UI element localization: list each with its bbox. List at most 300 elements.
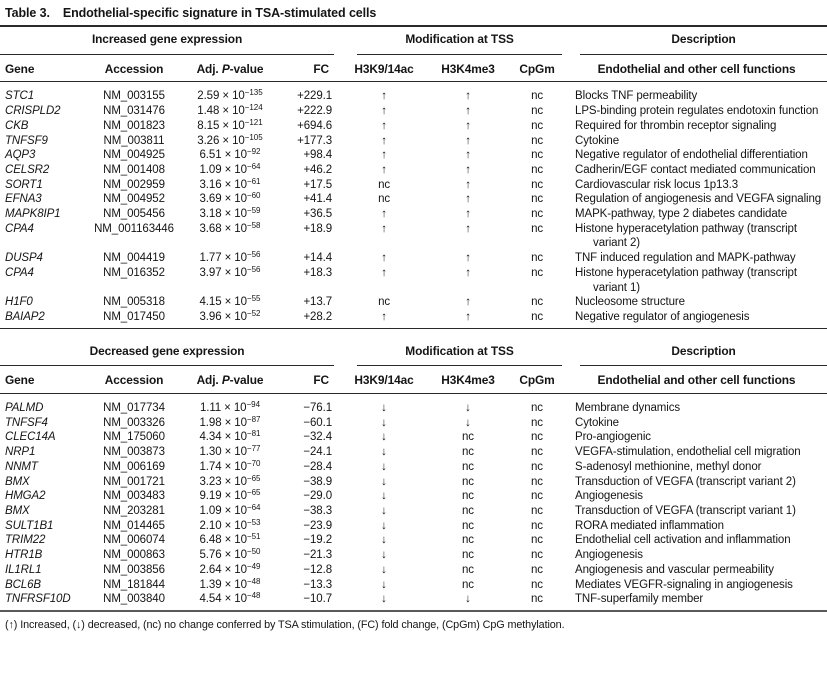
table-row xyxy=(0,430,827,445)
gene-cell: CKB xyxy=(5,119,29,132)
h3k4me3-cell: ↑ xyxy=(465,252,471,265)
cpgm-cell: nc xyxy=(531,178,544,191)
gene-cell: CPA4 xyxy=(5,266,34,279)
fc-cell: +14.4 xyxy=(303,252,333,265)
fc-cell: −23.9 xyxy=(303,519,332,532)
h3k9-14ac-cell: ↑ xyxy=(381,208,387,221)
col-header-h3k4me3: H3K4me3 xyxy=(428,366,508,393)
h3k9-14ac-cell: nc xyxy=(378,296,391,309)
p-cell: $3.68 \times 10^{-58}$ xyxy=(199,220,261,235)
gene-cell: DUSP4 xyxy=(5,252,43,265)
desc-cell: Cytokine xyxy=(575,134,619,147)
desc-cell: Transduction of VEGFA (transcript variant 2) xyxy=(575,475,796,488)
acc-cell: NM_003326 xyxy=(103,416,165,429)
desc-cell: TNF induced regulation and MAPK-pathway xyxy=(575,252,796,265)
desc-cell: RORA mediated inflammation xyxy=(575,519,724,532)
cpgm-cell: nc xyxy=(531,310,544,323)
gene-cell: TNFSF9 xyxy=(5,134,48,147)
table-row xyxy=(0,489,827,504)
desc-cell: Pro-angiogenic xyxy=(575,431,651,444)
table-row xyxy=(0,163,827,178)
h3k9-14ac-cell: ↓ xyxy=(381,563,387,576)
gene-cell: HTR1B xyxy=(5,549,43,562)
fc-cell: +46.2 xyxy=(303,163,333,176)
gene-cell: H1F0 xyxy=(5,296,33,309)
gene-cell: SORT1 xyxy=(5,178,43,191)
table-row xyxy=(0,251,827,266)
gene-cell: MAPK8IP1 xyxy=(5,208,61,221)
h3k4me3-cell: ↑ xyxy=(465,90,471,103)
fc-cell: −32.4 xyxy=(303,431,332,444)
p-cell: $1.77 \times 10^{-56}$ xyxy=(199,250,261,265)
cpgm-cell: nc xyxy=(531,90,544,103)
pvalue-exponent: −70 xyxy=(246,458,261,468)
footnote: (↑) Increased, (↓) decreased, (nc) no change conferred by TSA stimulation, (FC) fold change, (CpGm) CpG methylation. xyxy=(5,618,565,631)
pvalue-exponent: −77 xyxy=(246,444,261,454)
table-row xyxy=(0,533,827,548)
desc-cell: Negative regulator of angiogenesis xyxy=(575,310,750,323)
pvalue-exponent: −55 xyxy=(246,294,261,304)
h3k9-14ac-cell: ↓ xyxy=(381,549,387,562)
table-row xyxy=(0,178,827,193)
p-cell: $4.34 \times 10^{-81}$ xyxy=(199,429,261,444)
cpgm-cell: nc xyxy=(531,549,543,562)
gene-cell: CRISPLD2 xyxy=(5,105,61,118)
p-cell: $6.51 \times 10^{-92}$ xyxy=(199,147,261,162)
pvalue-exponent: −135 xyxy=(244,88,263,98)
h3k4me3-cell: nc xyxy=(462,431,474,444)
group-header-label: Increased gene expression xyxy=(91,32,243,46)
h3k4me3-cell: nc xyxy=(462,475,474,488)
table-row xyxy=(0,266,827,295)
acc-cell: NM_181844 xyxy=(103,578,165,591)
desc-cell: LPS-binding protein regulates endotoxin function xyxy=(575,105,819,118)
acc-cell: NM_003873 xyxy=(103,446,165,459)
gene-cell: SULT1B1 xyxy=(5,519,54,532)
desc-cell: MAPK-pathway, type 2 diabetes candidate xyxy=(575,208,788,221)
cpgm-cell: nc xyxy=(531,119,544,132)
pvalue-exponent: −59 xyxy=(246,206,261,216)
table-row xyxy=(0,519,827,534)
acc-cell: NM_004952 xyxy=(103,193,165,206)
table-row xyxy=(0,394,827,416)
acc-cell: NM_005456 xyxy=(103,208,165,221)
cpgm-cell: nc xyxy=(531,490,543,503)
h3k4me3-cell: ↑ xyxy=(465,222,471,235)
h3k4me3-cell: nc xyxy=(462,490,474,503)
desc-cell: Membrane dynamics xyxy=(575,402,681,415)
cpgm-cell: nc xyxy=(531,208,544,221)
desc-cell: Blocks TNF permeability xyxy=(575,90,698,103)
fc-cell: −29.0 xyxy=(303,490,332,503)
pvalue-exponent: −121 xyxy=(244,117,263,127)
col-header-adj-p-value: Adj. P-value xyxy=(182,366,278,393)
fc-cell: −60.1 xyxy=(303,416,332,429)
p-cell: $2.64 \times 10^{-49}$ xyxy=(199,561,261,576)
h3k9-14ac-cell: ↑ xyxy=(381,163,387,176)
h3k9-14ac-cell: ↓ xyxy=(381,446,387,459)
table-row xyxy=(0,134,827,149)
desc-cell: S-adenosyl methionine, methyl donor xyxy=(575,460,762,473)
table-row xyxy=(0,416,827,431)
desc-cell: Nucleosome structure xyxy=(575,296,685,309)
h3k9-14ac-cell: ↓ xyxy=(381,593,387,606)
fc-cell: −19.2 xyxy=(303,534,332,547)
fc-cell: +98.4 xyxy=(303,149,333,162)
pvalue-exponent: −65 xyxy=(246,473,261,483)
h3k4me3-cell: nc xyxy=(462,446,474,459)
p-cell: $9.19 \times 10^{-65}$ xyxy=(199,488,261,503)
acc-cell: NM_000863 xyxy=(103,549,165,562)
acc-cell: NM_003155 xyxy=(103,90,165,103)
table-row xyxy=(0,295,827,310)
h3k9-14ac-cell: nc xyxy=(378,178,391,191)
pvalue-exponent: −81 xyxy=(246,429,261,439)
decreased-gene-expression-table xyxy=(0,339,827,607)
group-header-label: Description xyxy=(671,343,736,358)
h3k4me3-cell: nc xyxy=(462,460,474,473)
acc-cell: NM_031476 xyxy=(103,105,165,118)
col-header-accession: Accession xyxy=(86,55,182,82)
h3k9-14ac-cell: ↑ xyxy=(381,105,387,118)
p-cell: $3.69 \times 10^{-60}$ xyxy=(199,191,261,206)
acc-cell: NM_014465 xyxy=(103,519,165,532)
table-row xyxy=(0,192,827,207)
acc-cell: NM_006074 xyxy=(103,534,165,547)
table-row xyxy=(0,563,827,578)
cpgm-cell: nc xyxy=(531,475,543,488)
desc-cell: Angiogenesis and vascular permeability xyxy=(575,563,774,576)
pvalue-exponent: −124 xyxy=(244,103,263,113)
desc-cell: TNF-superfamily member xyxy=(575,593,704,606)
pvalue-exponent: −49 xyxy=(246,561,261,571)
desc-cell: Cytokine xyxy=(575,416,619,429)
pvalue-exponent: −48 xyxy=(246,591,261,601)
gene-cell: STC1 xyxy=(5,90,34,103)
col-header-gene: Gene xyxy=(0,55,86,82)
group-header-modification-at-tss xyxy=(340,339,566,367)
col-header-h3k9-14ac: H3K9/14ac xyxy=(340,366,428,393)
fc-cell: +18.9 xyxy=(303,222,333,235)
p-cell: $1.48 \times 10^{-124}$ xyxy=(197,103,263,118)
cpgm-cell: nc xyxy=(531,222,544,235)
cpgm-cell: nc xyxy=(531,504,543,517)
acc-cell: NM_003811 xyxy=(103,134,165,147)
h3k9-14ac-cell: ↑ xyxy=(381,119,387,132)
fc-cell: +28.2 xyxy=(303,310,333,323)
h3k4me3-cell: ↑ xyxy=(465,105,471,118)
increased-gene-expression-table xyxy=(0,27,827,325)
h3k4me3-cell: ↑ xyxy=(465,119,471,132)
gene-cell: AQP3 xyxy=(5,149,36,162)
fc-cell: −28.4 xyxy=(303,460,332,473)
cpgm-cell: nc xyxy=(531,402,543,415)
p-cell: $3.97 \times 10^{-56}$ xyxy=(199,264,261,279)
gene-cell: CELSR2 xyxy=(5,163,50,176)
group-header-expression xyxy=(0,339,340,367)
h3k9-14ac-cell: ↓ xyxy=(381,416,387,429)
pvalue-exponent: −92 xyxy=(246,147,261,157)
h3k4me3-cell: ↓ xyxy=(465,593,471,606)
col-header-h3k4me3: H3K4me3 xyxy=(428,55,508,82)
h3k4me3-cell: ↑ xyxy=(465,266,471,279)
gene-cell: BMX xyxy=(5,504,30,517)
desc-cell: Required for thrombin receptor signaling xyxy=(575,119,777,132)
acc-cell: NM_001408 xyxy=(103,163,165,176)
gene-cell: BAIAP2 xyxy=(5,310,45,323)
desc-cell: Histone hyperacetylation pathway (transcript variant 1) xyxy=(575,266,797,294)
gene-cell: PALMD xyxy=(5,402,44,415)
acc-cell: NM_017734 xyxy=(103,402,165,415)
pvalue-exponent: −60 xyxy=(246,191,261,201)
h3k9-14ac-cell: ↓ xyxy=(381,504,387,517)
group-header-label: Modification at TSS xyxy=(405,32,514,46)
cpgm-cell: nc xyxy=(531,519,543,532)
col-header-adj-p-value: Adj. P-value xyxy=(182,55,278,82)
h3k4me3-cell: ↑ xyxy=(465,310,471,323)
fc-cell: −21.3 xyxy=(303,549,332,562)
group-header-modification-at-tss xyxy=(340,27,566,55)
gene-cell: NRP1 xyxy=(5,446,36,459)
table-row xyxy=(0,207,827,222)
p-cell: $4.15 \times 10^{-55}$ xyxy=(199,294,261,309)
desc-cell: Transduction of VEGFA (transcript variant 1) xyxy=(575,504,796,517)
pvalue-exponent: −52 xyxy=(246,308,261,318)
col-header-cpgm: CpGm xyxy=(508,55,566,82)
cpgm-cell: nc xyxy=(531,578,543,591)
h3k9-14ac-cell: ↑ xyxy=(381,222,387,235)
h3k9-14ac-cell: ↓ xyxy=(381,475,387,488)
acc-cell: NM_003840 xyxy=(103,593,165,606)
acc-cell: NM_002959 xyxy=(103,178,165,191)
pvalue-exponent: −87 xyxy=(246,414,261,424)
col-header-cpgm: CpGm xyxy=(508,366,566,393)
h3k9-14ac-cell: ↓ xyxy=(381,519,387,532)
col-header-endothelial-and-other-cell-functions: Endothelial and other cell functions xyxy=(566,366,827,393)
p-cell: $3.96 \times 10^{-52}$ xyxy=(199,308,261,323)
fc-cell: +229.1 xyxy=(297,90,333,103)
col-header-accession: Accession xyxy=(86,366,182,393)
table-row xyxy=(0,222,827,251)
pvalue-exponent: −56 xyxy=(246,264,261,274)
table-row xyxy=(0,592,827,607)
p-cell: $5.76 \times 10^{-50}$ xyxy=(199,547,261,562)
p-cell: $1.30 \times 10^{-77}$ xyxy=(199,444,261,459)
h3k9-14ac-cell: ↓ xyxy=(381,490,387,503)
group-header-expression xyxy=(0,27,340,55)
cpgm-cell: nc xyxy=(531,105,544,118)
group-header-label: Decreased gene expression xyxy=(89,343,245,358)
h3k4me3-cell: ↑ xyxy=(465,163,471,176)
gene-cell: BMX xyxy=(5,475,30,488)
gene-cell: TNFSF4 xyxy=(5,416,48,429)
acc-cell: NM_003856 xyxy=(103,563,165,576)
h3k4me3-cell: ↑ xyxy=(465,208,471,221)
cpgm-cell: nc xyxy=(531,163,544,176)
h3k9-14ac-cell: ↑ xyxy=(381,252,387,265)
p-cell: $2.10 \times 10^{-53}$ xyxy=(199,517,261,532)
cpgm-cell: nc xyxy=(531,534,543,547)
acc-cell: NM_004419 xyxy=(103,252,165,265)
desc-cell: VEGFA-stimulation, endothelial cell migration xyxy=(575,446,801,459)
h3k4me3-cell: nc xyxy=(462,519,474,532)
cpgm-cell: nc xyxy=(531,431,543,444)
cpgm-cell: nc xyxy=(531,416,543,429)
pvalue-exponent: −50 xyxy=(246,547,261,557)
table-number: Table 3. xyxy=(5,6,50,20)
h3k4me3-cell: ↑ xyxy=(465,296,471,309)
group-header-label: Description xyxy=(671,32,736,46)
col-header-gene: Gene xyxy=(0,366,86,393)
pvalue-exponent: −105 xyxy=(244,132,263,142)
table-row xyxy=(0,82,827,104)
pvalue-exponent: −48 xyxy=(246,576,261,586)
p-cell: $1.39 \times 10^{-48}$ xyxy=(199,576,261,591)
p-cell: $3.23 \times 10^{-65}$ xyxy=(199,473,261,488)
p-cell: $1.11 \times 10^{-94}$ xyxy=(199,400,261,415)
desc-cell: Angiogenesis xyxy=(575,490,643,503)
fc-cell: +694.6 xyxy=(297,119,333,132)
fc-cell: +222.9 xyxy=(297,105,333,118)
p-cell: $1.74 \times 10^{-70}$ xyxy=(199,458,261,473)
desc-cell: Angiogenesis xyxy=(575,549,643,562)
h3k9-14ac-cell: ↑ xyxy=(381,310,387,323)
h3k9-14ac-cell: ↑ xyxy=(381,149,387,162)
pvalue-exponent: −58 xyxy=(246,220,261,230)
desc-cell: Cadherin/EGF contact mediated communication xyxy=(575,163,816,176)
desc-cell: Regulation of angiogenesis and VEGFA signaling xyxy=(575,193,822,206)
fc-cell: −38.9 xyxy=(303,475,332,488)
p-cell: $2.59 \times 10^{-135}$ xyxy=(197,88,263,103)
h3k9-14ac-cell: ↓ xyxy=(381,431,387,444)
fc-cell: −12.8 xyxy=(303,563,332,576)
gene-cell: NNMT xyxy=(5,460,38,473)
table-title xyxy=(0,0,827,25)
group-header-description xyxy=(566,339,827,367)
gene-cell: TNFRSF10D xyxy=(5,593,71,606)
pvalue-exponent: −56 xyxy=(246,250,261,260)
group-header-description xyxy=(566,27,827,55)
h3k4me3-cell: ↑ xyxy=(465,149,471,162)
cpgm-cell: nc xyxy=(531,134,544,147)
fc-cell: −24.1 xyxy=(303,446,332,459)
h3k4me3-cell: ↓ xyxy=(465,402,471,415)
fc-cell: +13.7 xyxy=(303,296,333,309)
pvalue-exponent: −51 xyxy=(246,532,261,542)
fc-cell: −38.3 xyxy=(303,504,332,517)
pvalue-exponent: −53 xyxy=(246,517,261,527)
acc-cell: NM_017450 xyxy=(103,310,165,323)
col-header-h3k9-14ac: H3K9/14ac xyxy=(340,55,428,82)
section-divider-rule xyxy=(0,328,827,329)
gene-cell: CLEC14A xyxy=(5,431,56,444)
cpgm-cell: nc xyxy=(531,563,543,576)
h3k4me3-cell: nc xyxy=(462,534,474,547)
gene-cell: BCL6B xyxy=(5,578,41,591)
table-row xyxy=(0,310,827,325)
acc-cell: NM_005318 xyxy=(103,296,165,309)
pvalue-exponent: −94 xyxy=(246,400,261,410)
gene-cell: EFNA3 xyxy=(5,193,42,206)
fc-cell: −13.3 xyxy=(303,578,332,591)
table-row xyxy=(0,119,827,134)
table-row xyxy=(0,460,827,475)
cpgm-cell: nc xyxy=(531,296,544,309)
col-header-fc: FC xyxy=(278,55,340,82)
acc-cell: NM_001163446 xyxy=(94,222,174,235)
h3k9-14ac-cell: ↑ xyxy=(381,266,387,279)
cpgm-cell: nc xyxy=(531,252,544,265)
cpgm-cell: nc xyxy=(531,460,543,473)
desc-cell: Cardiovascular risk locus 1p13.3 xyxy=(575,178,739,191)
h3k9-14ac-cell: ↓ xyxy=(381,460,387,473)
h3k4me3-cell: ↑ xyxy=(465,134,471,147)
fc-cell: −10.7 xyxy=(303,593,332,606)
p-cell: $4.54 \times 10^{-48}$ xyxy=(199,591,261,606)
p-cell: $3.26 \times 10^{-105}$ xyxy=(197,132,263,147)
fc-cell: +177.3 xyxy=(297,134,333,147)
cpgm-cell: nc xyxy=(531,266,544,279)
acc-cell: NM_004925 xyxy=(103,149,165,162)
acc-cell: NM_175060 xyxy=(103,431,165,444)
h3k4me3-cell: nc xyxy=(462,578,474,591)
gene-cell: TRIM22 xyxy=(5,534,46,547)
table-row xyxy=(0,475,827,490)
h3k9-14ac-cell: ↓ xyxy=(381,578,387,591)
h3k9-14ac-cell: ↑ xyxy=(381,134,387,147)
desc-cell: Histone hyperacetylation pathway (transcript variant 2) xyxy=(575,222,797,250)
p-cell: $1.09 \times 10^{-64}$ xyxy=(199,502,261,517)
p-cell: $1.09 \times 10^{-64}$ xyxy=(199,161,261,176)
table-row xyxy=(0,104,827,119)
table-row xyxy=(0,148,827,163)
gene-cell: CPA4 xyxy=(5,222,34,235)
fc-cell: +41.4 xyxy=(303,193,333,206)
col-header-fc: FC xyxy=(278,366,340,393)
desc-cell: Negative regulator of endothelial differentiation xyxy=(575,149,808,162)
h3k4me3-cell: ↑ xyxy=(465,193,471,206)
h3k9-14ac-cell: nc xyxy=(378,193,391,206)
cpgm-cell: nc xyxy=(531,593,543,606)
table-row xyxy=(0,578,827,593)
fc-cell: +18.3 xyxy=(303,266,333,279)
group-header-label: Modification at TSS xyxy=(405,343,514,358)
h3k4me3-cell: nc xyxy=(462,563,474,576)
acc-cell: NM_016352 xyxy=(103,266,165,279)
h3k4me3-cell: ↑ xyxy=(465,178,471,191)
fc-cell: −76.1 xyxy=(303,402,332,415)
h3k4me3-cell: ↓ xyxy=(465,416,471,429)
pvalue-exponent: −64 xyxy=(246,161,261,171)
acc-cell: NM_003483 xyxy=(103,490,165,503)
col-header-endothelial-and-other-cell-functions: Endothelial and other cell functions xyxy=(566,55,827,82)
p-cell: $6.48 \times 10^{-51}$ xyxy=(199,532,261,547)
h3k9-14ac-cell: ↓ xyxy=(381,402,387,415)
pvalue-exponent: −64 xyxy=(246,502,261,512)
acc-cell: NM_203281 xyxy=(103,504,165,517)
gene-cell: HMGA2 xyxy=(5,490,46,503)
h3k9-14ac-cell: ↑ xyxy=(381,90,387,103)
p-cell: $3.16 \times 10^{-61}$ xyxy=(199,176,261,191)
pvalue-exponent: −61 xyxy=(246,176,261,186)
pvalue-exponent: −65 xyxy=(246,488,261,498)
h3k4me3-cell: nc xyxy=(462,504,474,517)
fc-cell: +36.5 xyxy=(303,208,333,221)
cpgm-cell: nc xyxy=(531,149,544,162)
acc-cell: NM_001721 xyxy=(103,475,165,488)
p-cell: $3.18 \times 10^{-59}$ xyxy=(199,206,261,221)
cpgm-cell: nc xyxy=(531,193,544,206)
